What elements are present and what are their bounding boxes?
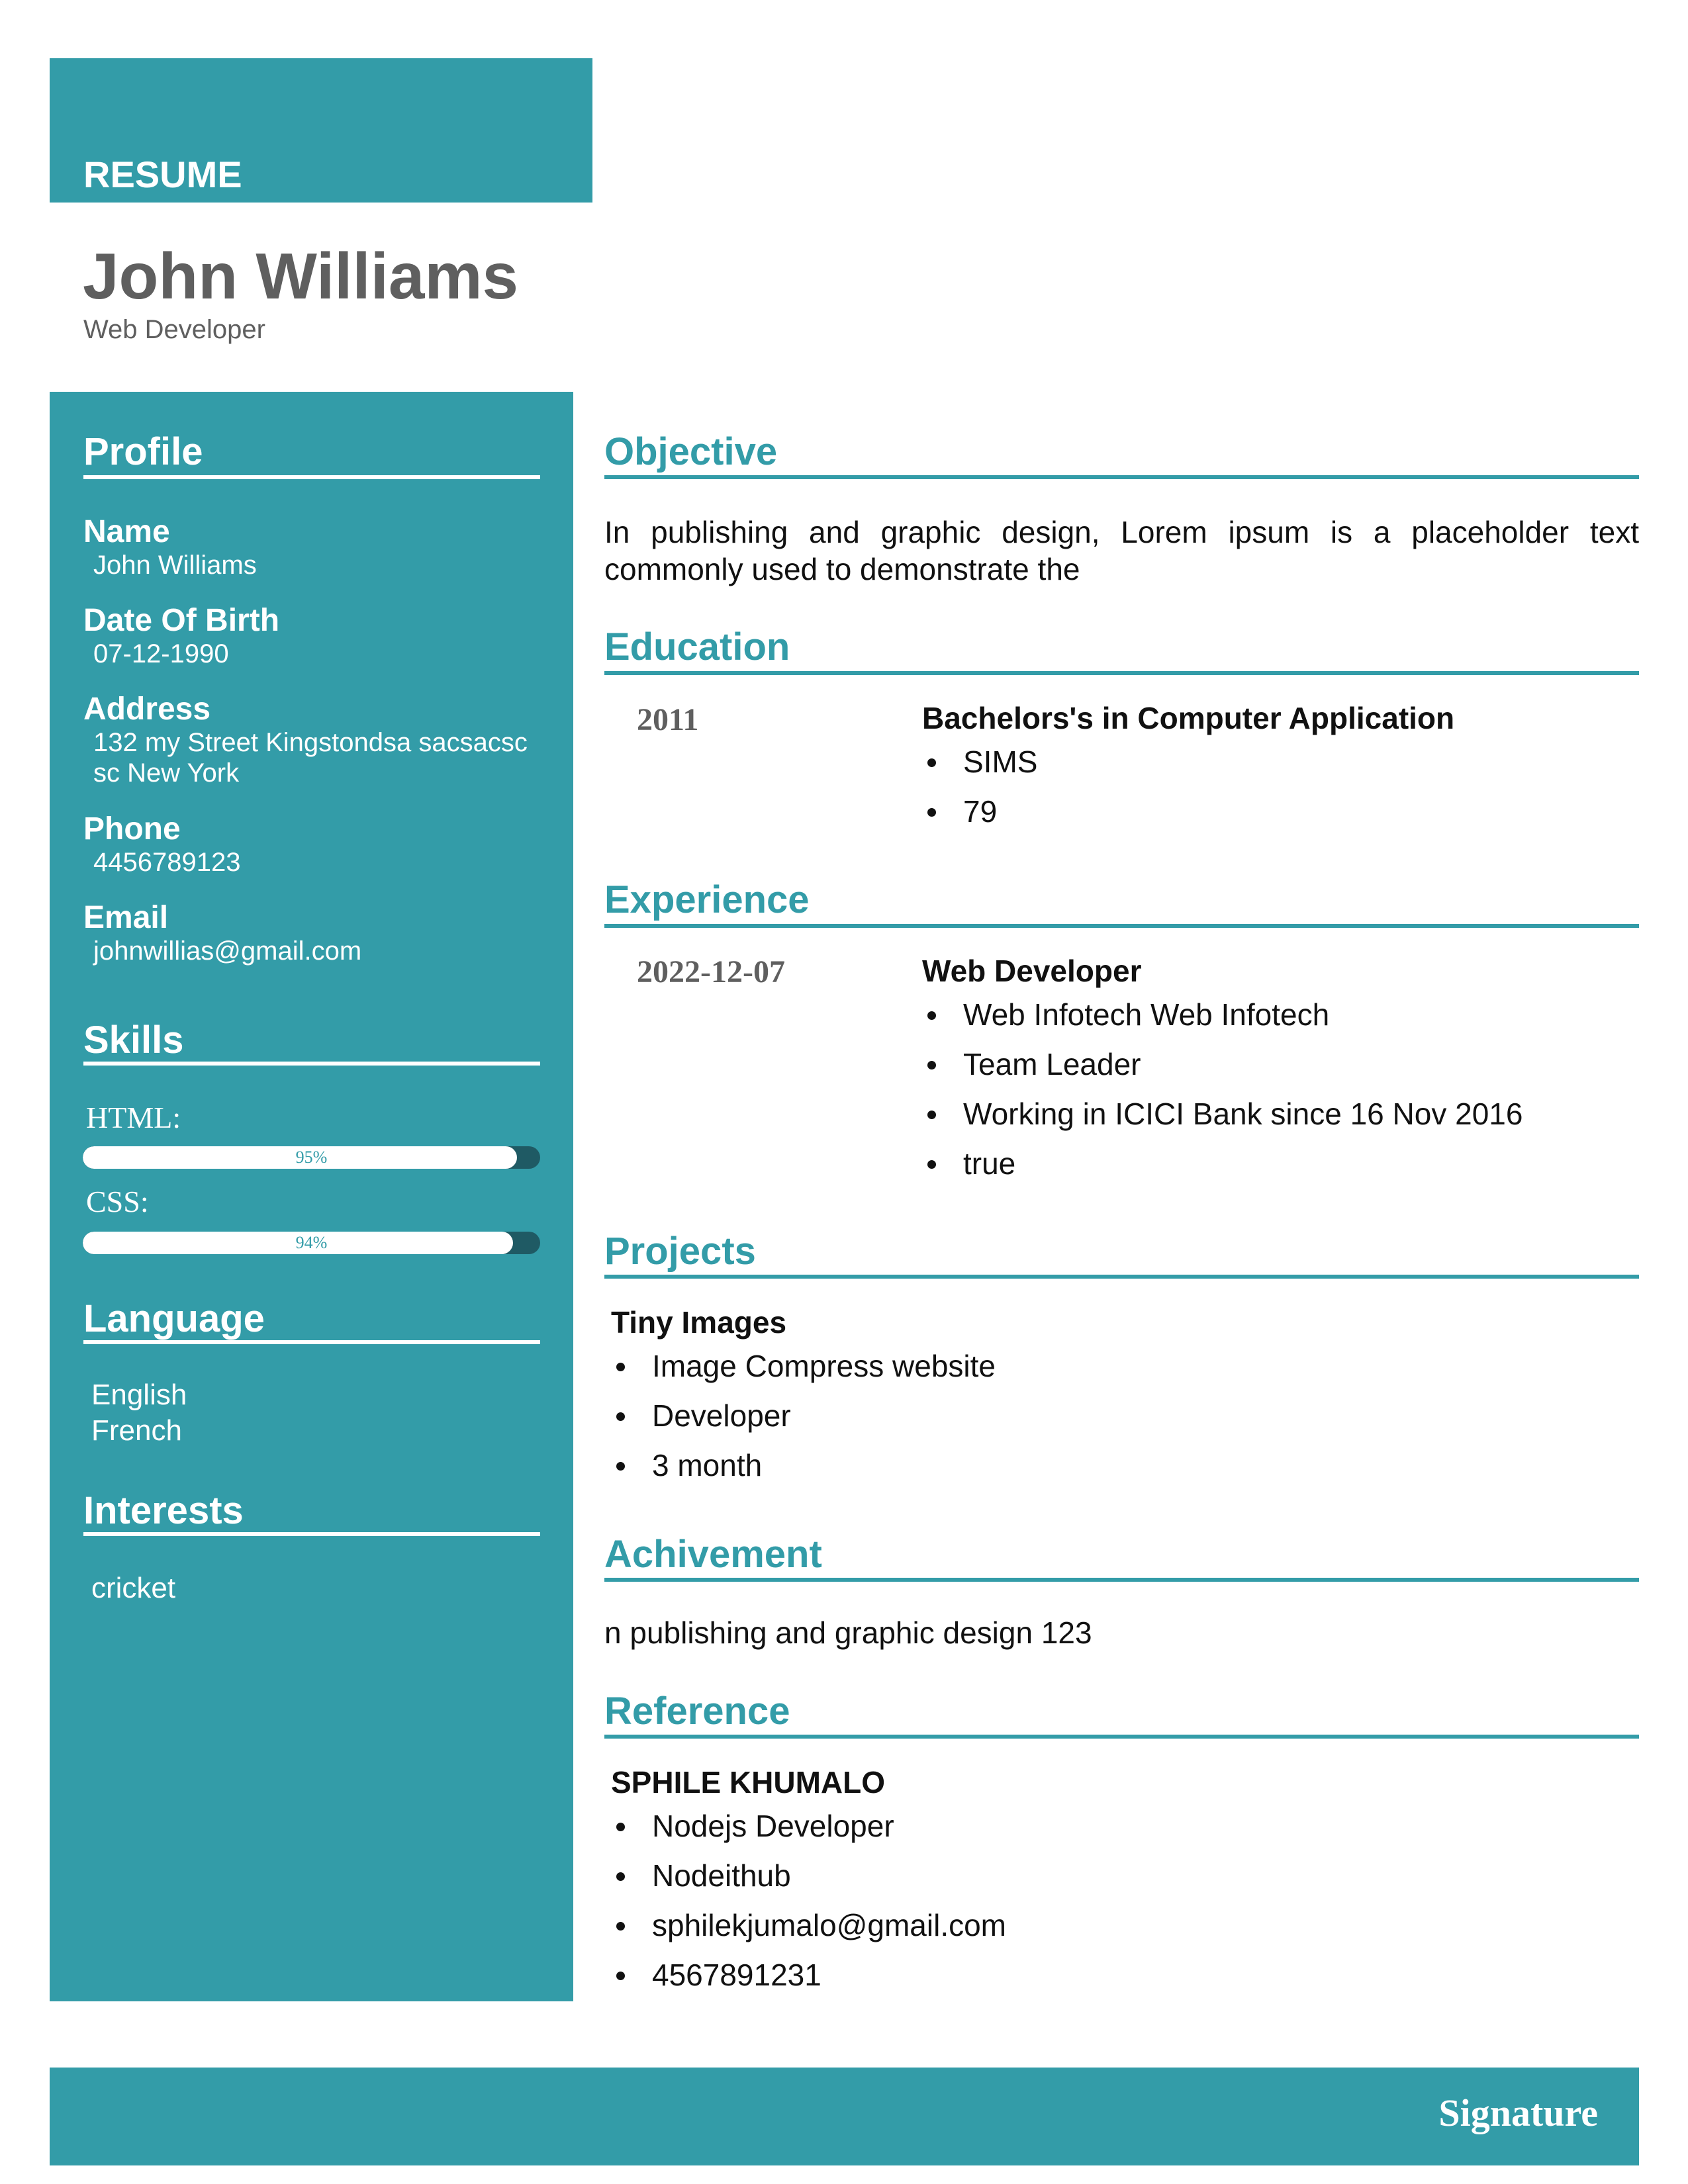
experience-details — [922, 990, 1523, 1189]
skill-name-html: HTML: — [86, 1101, 181, 1134]
project-details — [611, 1342, 996, 1490]
profile-heading: Profile — [83, 430, 203, 473]
list-item: Team Leader — [922, 1040, 1523, 1089]
list-item: true — [922, 1139, 1523, 1189]
projects-heading: Projects — [604, 1230, 756, 1273]
skill-percent-label: 94% — [295, 1233, 328, 1252]
list-item: SIMS — [922, 737, 1037, 787]
reference-divider — [604, 1735, 1639, 1739]
objective-heading: Objective — [604, 430, 778, 473]
skill-name-css: CSS: — [86, 1185, 149, 1218]
experience-divider — [604, 924, 1639, 928]
skill-bar-html — [83, 1146, 540, 1169]
footer-bar — [50, 2068, 1639, 2165]
list-item: Nodeithub — [611, 1851, 1006, 1901]
experience-date: 2022-12-07 — [637, 954, 785, 989]
field-value-email: johnwillias@gmail.com — [93, 936, 362, 966]
interests-heading: Interests — [83, 1489, 244, 1532]
profile-divider — [83, 475, 540, 479]
education-title: Bachelors's in Computer Application — [922, 701, 1455, 735]
interests-divider — [83, 1532, 540, 1536]
reference-details — [611, 1801, 1006, 2000]
list-item: Web Infotech Web Infotech — [922, 990, 1523, 1040]
language-item-french: French — [91, 1414, 182, 1447]
field-label-name: Name — [83, 514, 170, 549]
signature-label: Signature — [1438, 2091, 1598, 2134]
education-divider — [604, 671, 1639, 675]
field-value-phone: 4456789123 — [93, 848, 241, 877]
list-item: Image Compress website — [611, 1342, 996, 1391]
education-details — [922, 737, 1037, 837]
list-item: 3 month — [611, 1441, 996, 1490]
field-value-dob: 07-12-1990 — [93, 639, 229, 668]
list-item: Developer — [611, 1391, 996, 1441]
field-label-address: Address — [83, 692, 211, 727]
candidate-role: Web Developer — [83, 315, 265, 344]
skills-divider — [83, 1062, 540, 1066]
achievement-divider — [604, 1578, 1639, 1582]
list-item: 79 — [922, 787, 1037, 837]
interest-item: cricket — [91, 1572, 176, 1604]
experience-title: Web Developer — [922, 954, 1142, 988]
list-item: Working in ICICI Bank since 16 Nov 2016 — [922, 1089, 1523, 1139]
education-heading: Education — [604, 625, 790, 668]
language-heading: Language — [83, 1297, 265, 1340]
resume-label: RESUME — [83, 154, 242, 195]
skill-bar-css — [83, 1232, 540, 1254]
reference-heading: Reference — [604, 1690, 790, 1733]
language-divider — [83, 1340, 540, 1344]
projects-divider — [604, 1275, 1639, 1279]
language-item-english: English — [91, 1379, 187, 1411]
skill-percent-label: 95% — [295, 1148, 328, 1167]
candidate-name: John Williams — [83, 240, 519, 312]
list-item: 4567891231 — [611, 1950, 1006, 2000]
field-label-email: Email — [83, 900, 169, 935]
achievement-heading: Achivement — [604, 1533, 822, 1576]
reference-name: SPHILE KHUMALO — [611, 1765, 885, 1799]
achievement-text: n publishing and graphic design 123 — [604, 1615, 1092, 1650]
field-label-phone: Phone — [83, 811, 181, 846]
objective-text: In publishing and graphic design, Lorem ipsum is a placeholder text commonly used to demonstrate the — [604, 515, 1639, 586]
list-item: sphilekjumalo@gmail.com — [611, 1901, 1006, 1950]
education-year: 2011 — [637, 702, 699, 737]
skills-heading: Skills — [83, 1019, 184, 1062]
list-item: Nodejs Developer — [611, 1801, 1006, 1851]
experience-heading: Experience — [604, 878, 810, 921]
project-title: Tiny Images — [611, 1305, 787, 1340]
field-value-name: John Williams — [93, 551, 257, 580]
field-value-address: 132 my Street Kingstondsa sacsacsc sc New York — [93, 728, 528, 788]
objective-divider — [604, 475, 1639, 479]
field-label-dob: Date Of Birth — [83, 603, 280, 638]
